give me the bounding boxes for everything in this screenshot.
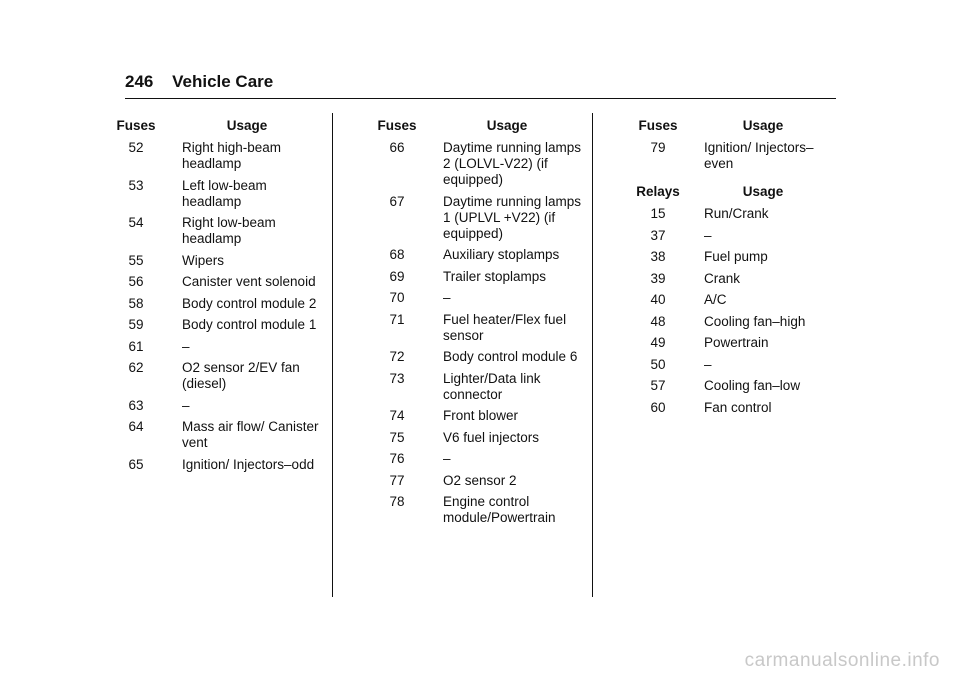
row-usage: Run/Crank [704,206,769,221]
row-number: 56 [128,274,144,289]
row-number: 60 [650,399,666,415]
fuse-relay-table-column-3 [628,118,838,421]
table-row [367,349,587,365]
table-row [106,274,328,290]
row-usage: Powertrain [704,335,769,350]
row-usage: Right low-beam headlamp [182,215,276,246]
table-row [106,296,328,312]
row-usage: Fuel heater/Flex fuel sensor [443,311,567,343]
row-usage: – [182,338,190,354]
row-usage: Cooling fan–high [704,313,806,329]
watermark: carmanualsonline.info [744,650,940,671]
row-usage: Body control module 2 [182,295,317,311]
row-usage: – [704,227,712,243]
column-header-usage: Usage [742,118,784,133]
table-row [367,371,587,403]
column-header-id: Relays [636,184,680,199]
page-number: 246 [125,72,154,91]
row-number: 73 [389,370,405,386]
table-header [628,118,838,134]
table-row [628,314,838,330]
row-usage: Crank [704,270,741,286]
row-number: 61 [128,338,144,354]
row-number: 67 [389,193,405,209]
table-header [106,118,328,134]
table-row [628,400,838,416]
table-row [367,430,587,446]
fuse-table-column-2 [367,118,587,532]
table-header [628,184,838,200]
table-row [367,290,587,306]
column-divider [332,113,333,597]
row-number: 55 [128,252,144,268]
row-number: 39 [650,270,666,286]
row-number: 63 [128,397,144,413]
row-number: 49 [650,335,666,350]
row-usage: Body control module 1 [182,317,317,332]
table-row [628,378,838,394]
page-title: Vehicle Care [172,72,274,91]
row-number: 79 [650,140,666,155]
row-usage: Canister vent solenoid [182,274,316,289]
row-number: 38 [650,249,666,264]
table-row [367,140,587,188]
row-usage: Cooling fan–low [704,378,801,393]
table-row [628,206,838,222]
table-row [628,292,838,308]
row-number: 75 [389,429,405,445]
row-number: 78 [389,494,405,509]
table-row [367,494,587,526]
row-usage: Daytime running lamps 1 (UPLVL +V22) (if equipped) [443,193,582,241]
row-number: 66 [389,140,405,155]
row-usage: Mass air flow/ Canister vent [182,419,319,450]
row-usage: Body control module 6 [443,349,578,364]
table-row [106,215,328,247]
row-usage: Front blower [443,408,519,423]
row-usage: – [443,290,451,305]
row-usage: Ignition/ Injectors–odd [182,456,315,472]
table-header [367,118,587,134]
row-usage: Fan control [704,399,772,415]
table-row [106,419,328,451]
column-header-usage: Usage [742,184,784,199]
row-usage: Engine control module/Powertrain [443,494,556,525]
table-row [106,140,328,172]
row-number: 77 [389,472,405,488]
table-row [367,269,587,285]
table-row [367,312,587,344]
row-number: 40 [650,292,666,307]
row-number: 69 [389,268,405,284]
table-row [628,228,838,244]
column-header-usage: Usage [226,118,268,133]
table-row [106,457,328,473]
row-usage: Wipers [182,252,225,268]
column-header-id: Fuses [377,118,417,133]
row-usage: Right high-beam headlamp [182,140,282,171]
row-number: 64 [128,419,144,434]
row-number: 59 [128,317,144,332]
column-header-usage: Usage [486,118,528,133]
row-usage: Auxiliary stoplamps [443,247,560,262]
row-number: 72 [389,349,405,364]
table-row [106,398,328,414]
table-row [367,247,587,263]
table-row [106,339,328,355]
table-row [628,357,838,373]
row-number: 58 [128,295,144,311]
row-usage: – [182,397,190,413]
table-row [628,249,838,265]
row-number: 71 [389,311,405,327]
table-row [628,140,838,172]
table-row [628,335,838,351]
row-usage: Daytime running lamps 2 (LOLVL-V22) (if equipped) [443,140,582,187]
row-usage: A/C [704,292,727,307]
fuse-table-column-1 [106,118,328,478]
row-usage: Lighter/Data link connector [443,370,541,402]
row-usage: O2 sensor 2/EV fan (diesel) [182,360,300,391]
row-number: 76 [389,451,405,466]
table-row [367,408,587,424]
row-number: 65 [128,456,144,472]
column-header-id: Fuses [638,118,678,133]
row-usage: – [704,356,712,372]
row-number: 54 [128,215,144,230]
table-row [106,360,328,392]
row-number: 74 [389,408,405,423]
table-row [367,473,587,489]
column-divider [592,113,593,597]
column-header-id: Fuses [116,118,156,133]
page-header [125,72,273,92]
header-rule [125,98,836,99]
table-row [106,178,328,210]
table-row [367,194,587,242]
row-usage: Trailer stoplamps [443,268,547,284]
row-number: 68 [389,247,405,262]
row-number: 53 [128,177,144,193]
row-number: 52 [128,140,144,155]
row-number: 15 [650,206,666,221]
row-usage: Ignition/ Injectors–even [704,140,814,171]
row-usage: O2 sensor 2 [443,472,517,488]
row-number: 70 [389,290,405,305]
table-row [106,253,328,269]
row-usage: – [443,451,451,466]
row-number: 62 [128,360,144,375]
row-number: 50 [650,356,666,372]
row-number: 37 [650,227,666,243]
row-usage: V6 fuel injectors [443,429,540,445]
row-usage: Left low-beam headlamp [182,177,267,209]
row-number: 57 [650,378,666,393]
table-row [106,317,328,333]
table-row [367,451,587,467]
table-row [628,271,838,287]
row-usage: Fuel pump [704,249,768,264]
row-number: 48 [650,313,666,329]
